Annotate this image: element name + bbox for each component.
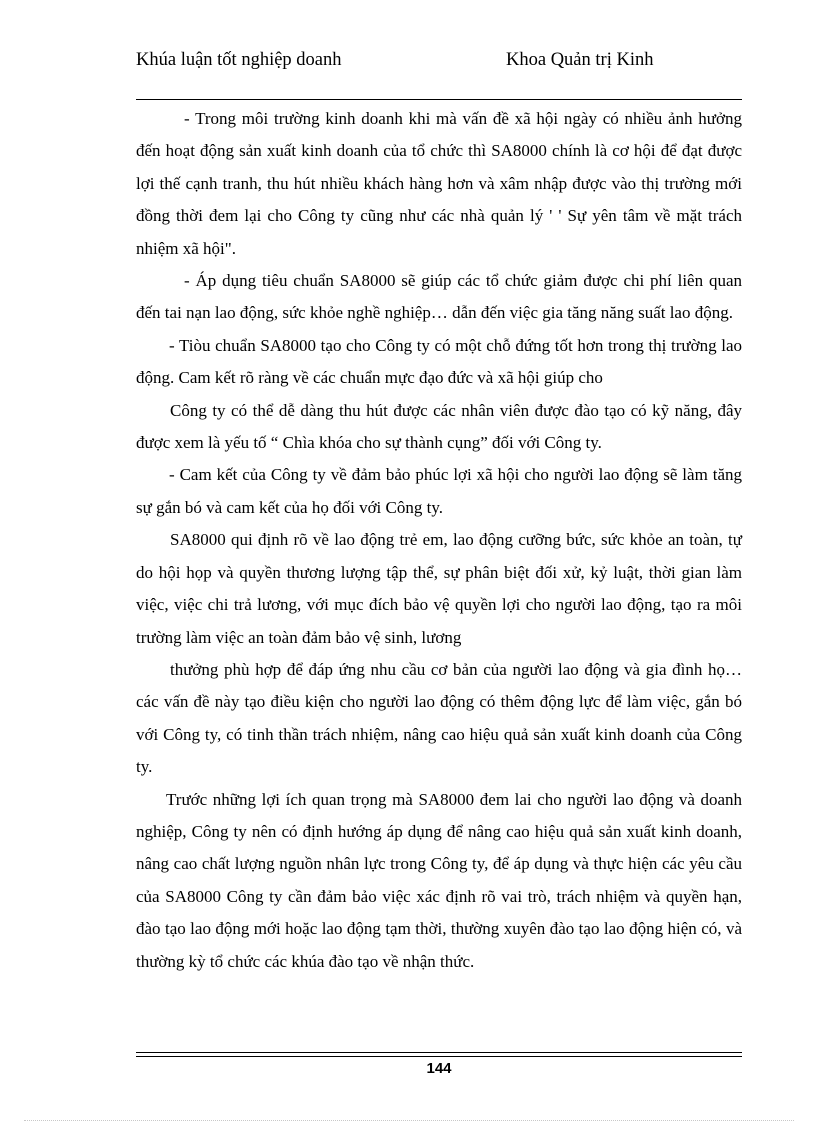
page-bottom-edge bbox=[24, 1120, 794, 1121]
document-body bbox=[136, 103, 742, 978]
paragraph-attract-staff: Công ty có thể dễ dàng thu hút được các nhân viên được đào tạo có kỹ năng, đây được xem là yếu tố “ Chìa khóa cho sự thành cụng” đối với Công ty. bbox=[136, 400, 742, 453]
header-divider bbox=[136, 99, 742, 100]
page-header bbox=[136, 48, 742, 100]
paragraph-labor-market-position: - Tiòu chuẩn SA8000 tạo cho Công ty có một chỗ đứng tốt hơn trong thị trường lao động. Cam kết rõ ràng về các chuẩn mực đạo đức và xã hội giúp cho bbox=[136, 335, 742, 388]
paragraph-sa8000-provisions: SA8000 qui định rõ về lao động trẻ em, lao động cưỡng bức, sức khỏe an toàn, tự do hội họp và quyền thương lượng tập thể, sự phân biệt đối xử, kỷ luật, thời gian làm việc, việc chi trả lương, với mục đích bảo vệ quyền lợi cho người lao động, tạo ra môi trường làm việc an toàn đảm bảo vệ sinh, lương bbox=[136, 530, 742, 647]
header-thesis-title: Khúa luận tốt nghiệp doanh bbox=[136, 50, 342, 70]
header-faculty-name: Khoa Quản trị Kinh bbox=[506, 50, 654, 70]
paragraph-worker-motivation: thưởng phù hợp để đáp ứng nhu cầu cơ bản của người lao động và gia đình họ… các vấn đề này tạo điều kiện cho người lao động có thêm động lực để làm việc, gắn bó với Công ty, có tinh thần trách nhiệm, nâng cao hiệu quả sản xuất kinh doanh của Công ty. bbox=[136, 659, 742, 777]
footer-divider-thin bbox=[136, 1056, 742, 1057]
paragraph-social-opportunity: - Trong môi trường kinh doanh khi mà vấn đề xã hội ngày có nhiều ảnh hưởng đến hoạt động sản xuất kinh doanh của tổ chức thì SA8000 chính là cơ hội để đạt được lợi thế cạnh tranh, thu hút nhiều khách hàng hơn và xâm nhập được vào thị trường mới đồng thời đem lại cho Công ty cũng như các nhà quản lý ' ' Sự yên tâm về mặt trách nhiệm xã hội". bbox=[136, 109, 742, 258]
footer-divider-thick bbox=[136, 1052, 742, 1053]
paragraph-cost-reduction: - Áp dụng tiêu chuẩn SA8000 sẽ giúp các tổ chức giảm được chi phí liên quan đến tai nạn lao động, sức khỏe nghề nghiệp… dẫn đến việc gia tăng năng suất lao động. bbox=[136, 271, 742, 323]
paragraph-welfare-commitment: - Cam kết của Công ty về đảm bảo phúc lợi xã hội cho người lao động sẽ làm tăng sự gắn bó và cam kết của họ đối với Công ty. bbox=[136, 465, 742, 517]
paragraph-recommendations: Trước những lợi ích quan trọng mà SA8000 đem lai cho người lao động và doanh nghiệp, Công ty nên có định hướng áp dụng để nâng cao hiệu quả sản xuất kinh doanh, nâng cao chất lượng nguồn nhân lực trong Công ty, để áp dụng và thực hiện các yêu cầu của SA8000 Công ty cần đảm bảo việc xác định rõ vai trò, trách nhiệm và quyền hạn, đào tạo lao động mới hoặc lao động tạm thời, thường xuyên đào tạo lao động hiện có, và thường kỳ tổ chức các khúa đào tạo về nhận thức. bbox=[136, 789, 742, 971]
page-number: 144 bbox=[426, 1060, 452, 1077]
